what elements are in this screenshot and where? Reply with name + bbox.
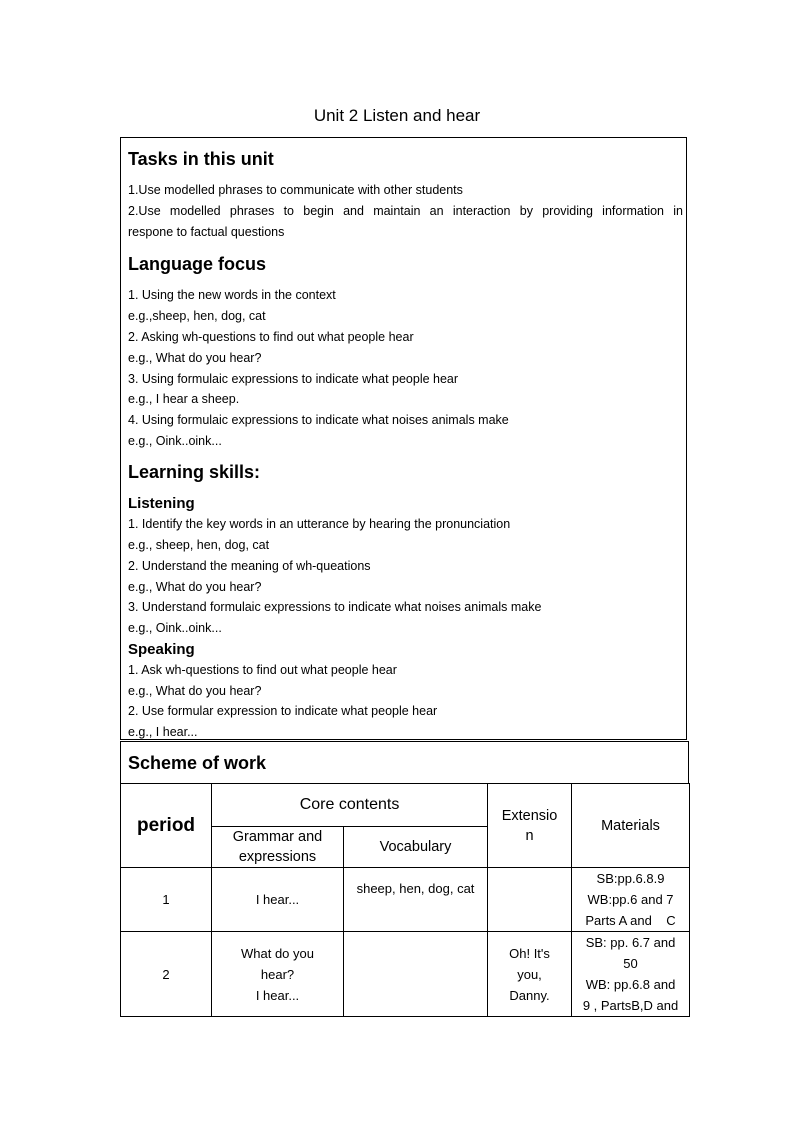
listening-line: e.g., sheep, hen, dog, cat	[128, 538, 270, 552]
tasks-line: 2.Use modelled phrases to begin and maintain an interaction by providing information in	[128, 204, 683, 218]
extension-line: you,	[517, 966, 542, 982]
materials-line: WB:pp.6 and 7	[587, 892, 674, 907]
vocabulary-header: Vocabulary	[344, 827, 488, 868]
language-focus-line: 2. Asking wh-questions to find out what people hear	[128, 330, 414, 344]
listening-line: 3. Understand formulaic expressions to indicate what noises animals make	[128, 600, 542, 614]
period-cell: 1	[121, 868, 212, 932]
table-header-row	[121, 784, 690, 827]
materials-line: SB: pp. 6.7 and	[585, 935, 676, 950]
extension-cell	[488, 868, 572, 932]
period-cell: 2	[121, 932, 212, 1017]
learning-skills-heading: Learning skills:	[128, 462, 261, 482]
extension-header	[488, 784, 572, 868]
table-row	[121, 868, 690, 932]
scheme-of-work-heading: Scheme of work	[128, 753, 267, 773]
materials-line: WB: pp.6.8 and	[585, 977, 676, 992]
extension-header-line: Extensio	[501, 807, 558, 824]
language-focus-heading: Language focus	[128, 254, 267, 274]
extension-line: Danny.	[509, 987, 550, 1003]
speaking-subheading: Speaking	[128, 641, 195, 658]
vocabulary-cell	[344, 932, 488, 1017]
tasks-line: respone to factual questions	[128, 225, 285, 239]
language-focus-line: 4. Using formulaic expressions to indicate what noises animals make	[128, 413, 509, 427]
grammar-cell	[212, 932, 344, 1017]
materials-line: 50	[623, 956, 638, 971]
table-row	[121, 932, 690, 1017]
materials-line: 9 , PartsB,D and	[582, 998, 679, 1013]
materials-cell	[572, 932, 690, 1017]
materials-line: Parts A and C	[585, 913, 676, 928]
grammar-line: I hear...	[255, 987, 300, 1003]
language-focus-line: e.g., Oink..oink...	[128, 434, 222, 448]
language-focus-line: e.g., What do you hear?	[128, 351, 262, 365]
grammar-line: What do you	[241, 945, 314, 961]
scheme-of-work-box	[120, 741, 689, 784]
speaking-line: 1. Ask wh-questions to find out what people hear	[128, 663, 397, 677]
tasks-line: 1.Use modelled phrases to communicate with other students	[128, 183, 463, 197]
grammar-cell: I hear...	[212, 868, 344, 932]
materials-cell	[572, 868, 690, 932]
materials-header: Materials	[572, 784, 690, 868]
vocabulary-cell: sheep, hen, dog, cat	[344, 868, 488, 932]
extension-cell	[488, 932, 572, 1017]
unit-overview-box	[120, 137, 687, 740]
grammar-header-line: Grammar and	[232, 829, 323, 845]
speaking-line: e.g., I hear...	[128, 725, 198, 739]
listening-subheading: Listening	[128, 495, 195, 512]
speaking-line: 2. Use formular expression to indicate what people hear	[128, 704, 438, 718]
language-focus-line: e.g.,sheep, hen, dog, cat	[128, 309, 266, 323]
listening-line: e.g., Oink..oink...	[128, 621, 222, 635]
language-focus-line: e.g., I hear a sheep.	[128, 392, 240, 406]
extension-header-line: n	[525, 827, 534, 844]
core-contents-header: Core contents	[212, 784, 488, 827]
document-title: Unit 2 Listen and hear	[313, 106, 481, 125]
language-focus-line: 3. Using formulaic expressions to indicate what people hear	[128, 372, 459, 386]
grammar-line: hear?	[260, 966, 295, 982]
period-header: period	[121, 784, 212, 868]
tasks-heading: Tasks in this unit	[128, 149, 274, 169]
language-focus-line: 1. Using the new words in the context	[128, 288, 336, 302]
grammar-header	[212, 827, 344, 868]
listening-line: 1. Identify the key words in an utterance by hearing the pronunciation	[128, 517, 511, 531]
extension-line: Oh! It's	[509, 945, 550, 961]
materials-line: SB:pp.6.8.9	[596, 871, 665, 886]
listening-line: e.g., What do you hear?	[128, 580, 262, 594]
speaking-line: e.g., What do you hear?	[128, 684, 262, 698]
listening-line: 2. Understand the meaning of wh-queations	[128, 559, 371, 573]
scheme-table	[120, 783, 690, 1017]
grammar-header-line: expressions	[238, 849, 317, 865]
